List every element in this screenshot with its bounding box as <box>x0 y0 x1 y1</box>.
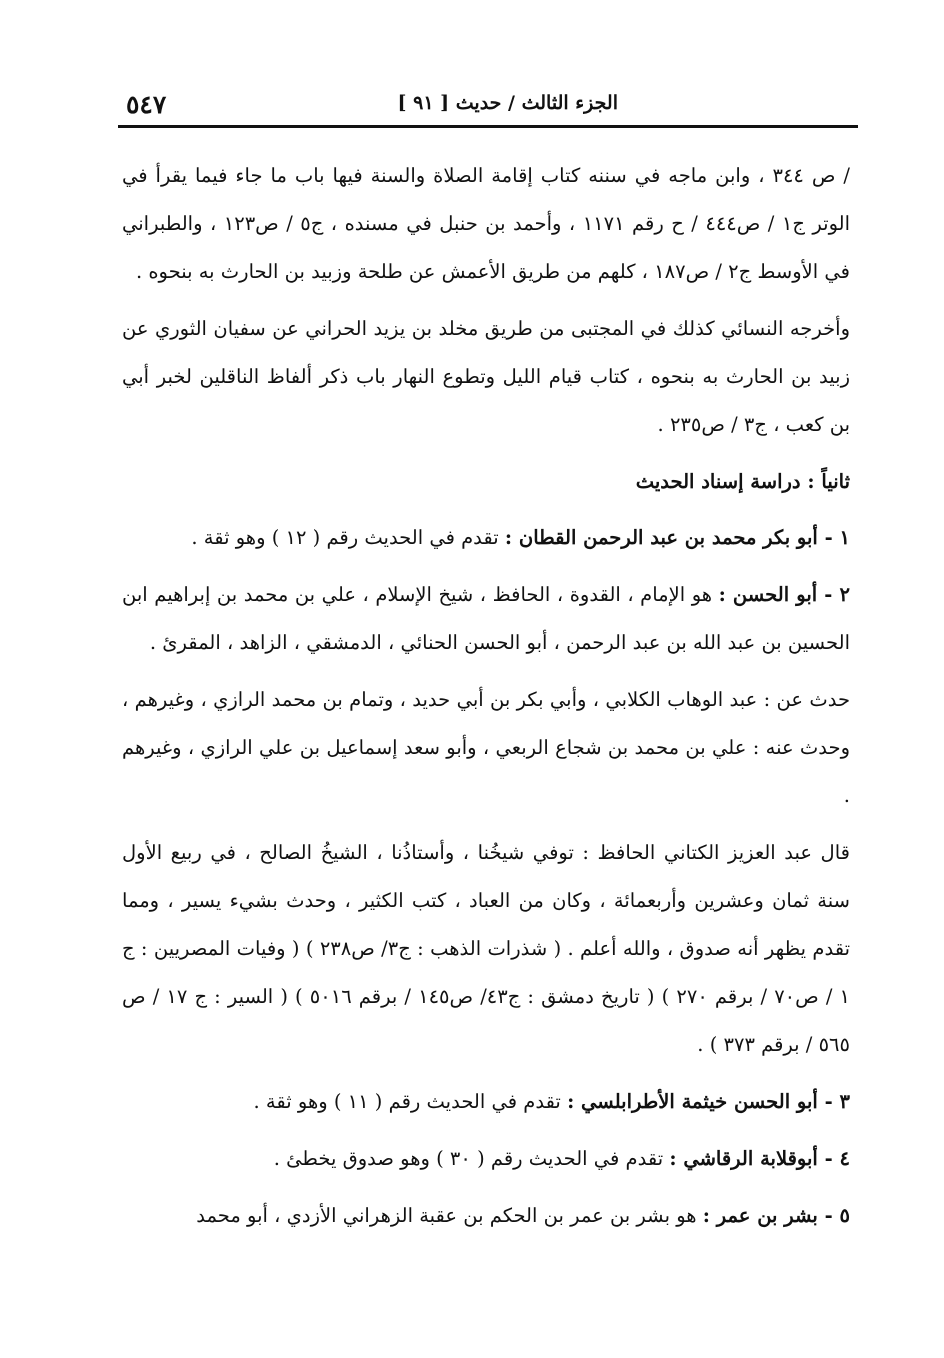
narrator-name: ٢ - أبو الحسن : <box>718 583 850 606</box>
narrator-entry <box>122 1078 850 1126</box>
running-title: الجزء الثالث / حديث [ ٩١ ] <box>397 92 618 114</box>
header-rule <box>118 125 858 128</box>
paragraph: / ص ٣٤٤ ، وابن ماجه في سننه كتاب إقامة الصلاة والسنة فيها باب ما جاء فيما يقرأ في الوتر ج١ / ص٤٤٤ / ح رقم ١١٧١ ، وأحمد بن حنبل في مسنده ، ج٥ / ص١٢٣ ، والطبراني في الأوسط ج٢ / ص١٨٧ ، كلهم من طريق الأعمش عن طلحة وزبيد بن الحارث به بنحوه . <box>122 164 851 283</box>
narrator-name: ٤ - أبوقلابة الرقاشي : <box>669 1147 850 1170</box>
narrator-name: ٥ - بشر بن عمر : <box>702 1204 850 1227</box>
narrator-name: ١ - أبو بكر محمد بن عبد الرحمن القطان : <box>504 526 850 549</box>
narrator-text: هو الإمام ، القدوة ، الحافظ ، شيخ الإسلام ، علي بن محمد بن إبراهيم ابن الحسين بن عبد الله بن عبد الرحمن ، أبو الحسن الحنائي ، الدمشقي ، الزاهد ، المقرئ . <box>122 583 850 654</box>
paragraph: حدث عن : عبد الوهاب الكلابي ، وأبي بكر بن أبي حديد ، وتمام بن محمد الرازي ، وغيرهم ، وحدث عنه : علي بن محمد بن شجاع الربعي ، وأبو سعد إسماعيل بن علي الرازي ، وغيرهم . <box>122 688 850 807</box>
narrator-text: هو بشر بن عمر بن الحكم بن عقبة الزهراني الأزدي ، أبو محمد <box>196 1204 703 1227</box>
narrator-text: تقدم في الحديث رقم ( ١٢ ) وهو ثقة . <box>191 526 505 549</box>
narrator-entry <box>122 514 850 562</box>
narrator-entry <box>122 571 850 667</box>
page-header <box>120 86 858 122</box>
paragraph: قال عبد العزيز الكتاني الحافظ : توفي شيخُنا ، وأستاذُنا ، الشيخُ الصالح ، في ربيع الأول سنة ثمان وعشرين وأربعمائة ، وكان من العباد ، كتب الكثير ، وحدث بشيء يسير ، ومما تقدم يظهر أنه صدوق ، والله أعلم . ( شذرات الذهب : ج٣/ ص٢٣٨ ) ( وفيات المصريين : ج ١ / ص٧٠ / برقم ٢٧٠ ) ( تاريخ دمشق : ج٤٣/ ص١٤٥ / برقم ٥٠١٦ ) ( السير : ج ١٧ / ص ٥٦٥ / برقم ٣٧٣ ) . <box>122 841 851 1056</box>
narrator-entry <box>122 1192 850 1240</box>
section-heading: ثانياً : دراسة إسناد الحديث <box>635 470 850 493</box>
page-body <box>122 152 850 1302</box>
narrator-entry <box>122 1135 850 1183</box>
page-number: ٥٤٧ <box>126 90 167 119</box>
narrator-text: تقدم في الحديث رقم ( ٣٠ ) وهو صدوق يخطئ . <box>273 1147 670 1170</box>
narrator-name: ٣ - أبو الحسن خيثمة الأطرابلسي : <box>567 1090 850 1113</box>
paragraph: وأخرجه النسائي كذلك في المجتبى من طريق مخلد بن يزيد الحراني عن سفيان الثوري عن زبيد بن الحارث به بنحوه ، كتاب قيام الليل وتطوع النهار باب ذكر ألفاظ الناقلين لخبر أبي بن كعب ، ج٣ / ص٢٣٥ . <box>122 317 850 436</box>
narrator-text: تقدم في الحديث رقم ( ١١ ) وهو ثقة . <box>253 1090 568 1113</box>
